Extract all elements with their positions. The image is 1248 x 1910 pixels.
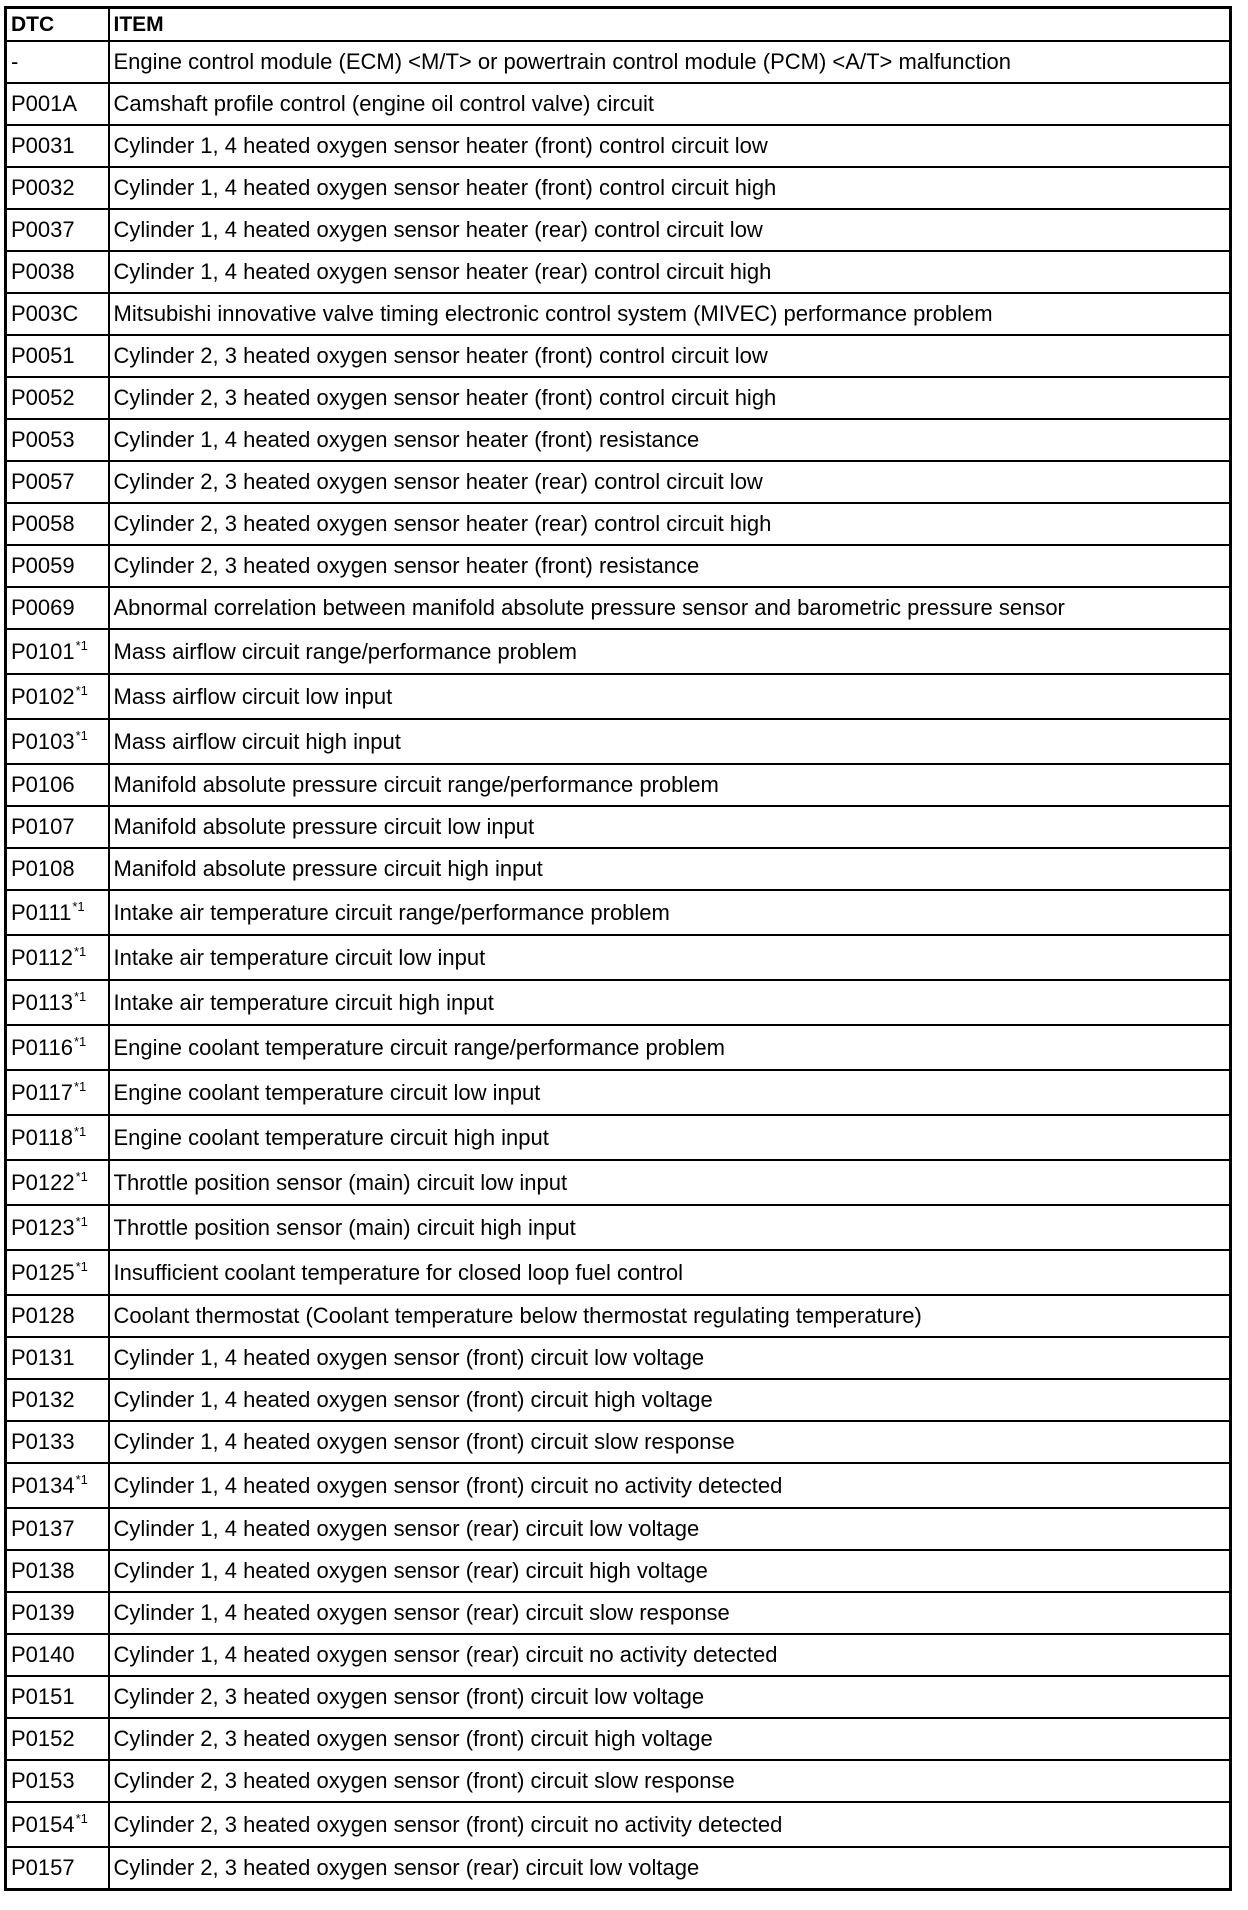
dtc-code-cell: [6, 806, 109, 848]
dtc-item-description: Cylinder 2, 3 heated oxygen sensor heater (front) control circuit high: [109, 377, 1231, 419]
dtc-code-cell: [6, 335, 109, 377]
dtc-code: P0032: [11, 175, 75, 200]
dtc-item-description: Cylinder 2, 3 heated oxygen sensor heater (front) control circuit low: [109, 335, 1231, 377]
table-row: [6, 1634, 1231, 1676]
dtc-code-cell: [6, 1379, 109, 1421]
dtc-code-cell: [6, 1160, 109, 1205]
dtc-item-description: Coolant thermostat (Coolant temperature below thermostat regulating temperature): [109, 1295, 1231, 1337]
dtc-item-description: Mitsubishi innovative valve timing electronic control system (MIVEC) performance problem: [109, 293, 1231, 335]
dtc-code-cell: [6, 545, 109, 587]
dtc-item-description: Cylinder 1, 4 heated oxygen sensor heater (front) control circuit low: [109, 125, 1231, 167]
header-item: ITEM: [109, 8, 1231, 42]
dtc-item-description: Manifold absolute pressure circuit range/performance problem: [109, 764, 1231, 806]
dtc-code-cell: [6, 1250, 109, 1295]
dtc-code-cell: [6, 1070, 109, 1115]
dtc-code-cell: [6, 848, 109, 890]
dtc-code: P0139: [11, 1600, 75, 1625]
footnote-marker: *1: [72, 898, 85, 914]
dtc-code-cell: [6, 293, 109, 335]
dtc-code: P0138: [11, 1558, 75, 1583]
dtc-code: P0153: [11, 1768, 75, 1793]
footnote-marker: *1: [75, 1258, 88, 1274]
table-row: [6, 764, 1231, 806]
dtc-table: [4, 6, 1232, 1891]
table-row: [6, 674, 1231, 719]
dtc-item-description: Cylinder 2, 3 heated oxygen sensor (front) circuit high voltage: [109, 1718, 1231, 1760]
dtc-code: P0131: [11, 1345, 75, 1370]
dtc-code: P003C: [11, 301, 79, 326]
dtc-code: P0031: [11, 133, 75, 158]
dtc-item-description: Throttle position sensor (main) circuit low input: [109, 1160, 1231, 1205]
dtc-code-cell: [6, 764, 109, 806]
table-row: [6, 1205, 1231, 1250]
table-row: [6, 1463, 1231, 1508]
dtc-code: P0113: [11, 989, 73, 1015]
dtc-item-description: Cylinder 2, 3 heated oxygen sensor (front) circuit no activity detected: [109, 1802, 1231, 1847]
dtc-code: P0118: [11, 1124, 73, 1150]
table-row: [6, 377, 1231, 419]
dtc-code-cell: [6, 461, 109, 503]
dtc-code-cell: [6, 1337, 109, 1379]
dtc-code: P0106: [11, 772, 75, 797]
table-row: [6, 587, 1231, 629]
table-row: [6, 1160, 1231, 1205]
table-row: [6, 1379, 1231, 1421]
dtc-code: P0037: [11, 217, 75, 242]
dtc-item-description: Cylinder 1, 4 heated oxygen sensor (front) circuit high voltage: [109, 1379, 1231, 1421]
table-row: [6, 1760, 1231, 1802]
footnote-marker: *1: [73, 943, 87, 959]
dtc-item-description: Intake air temperature circuit range/performance problem: [109, 890, 1231, 935]
footnote-marker: *1: [75, 1168, 88, 1184]
table-row: [6, 1250, 1231, 1295]
header-row: [6, 8, 1231, 42]
dtc-item-description: Cylinder 2, 3 heated oxygen sensor heater (front) resistance: [109, 545, 1231, 587]
table-row: [6, 83, 1231, 125]
dtc-item-description: Insufficient coolant temperature for closed loop fuel control: [109, 1250, 1231, 1295]
dtc-code: P0151: [11, 1684, 75, 1709]
dtc-code-cell: [6, 1592, 109, 1634]
footnote-marker: *1: [73, 988, 87, 1004]
dtc-item-description: Throttle position sensor (main) circuit high input: [109, 1205, 1231, 1250]
dtc-code: P0154: [11, 1811, 75, 1837]
dtc-code-cell: [6, 1550, 109, 1592]
dtc-code-cell: [6, 629, 109, 674]
footnote-marker: *1: [73, 1078, 87, 1094]
dtc-code-cell: [6, 1802, 109, 1847]
dtc-code: P0103: [11, 728, 75, 754]
dtc-code: P0117: [11, 1079, 73, 1105]
dtc-code-cell: [6, 167, 109, 209]
table-row: [6, 890, 1231, 935]
dtc-code-cell: [6, 1115, 109, 1160]
dtc-code: P0058: [11, 511, 75, 536]
table-row: [6, 1802, 1231, 1847]
dtc-code-cell: [6, 377, 109, 419]
table-row: [6, 167, 1231, 209]
dtc-item-description: Cylinder 1, 4 heated oxygen sensor heater (rear) control circuit low: [109, 209, 1231, 251]
dtc-code-cell: [6, 1205, 109, 1250]
dtc-code: P0059: [11, 553, 75, 578]
table-row: [6, 848, 1231, 890]
dtc-code-cell: [6, 890, 109, 935]
dtc-code: P0108: [11, 856, 75, 881]
dtc-code: P0122: [11, 1169, 75, 1195]
dtc-code: P0134: [11, 1472, 75, 1498]
dtc-code-cell: [6, 1508, 109, 1550]
dtc-code-cell: [6, 125, 109, 167]
dtc-code: P0128: [11, 1303, 75, 1328]
table-row: [6, 1337, 1231, 1379]
table-row: [6, 1070, 1231, 1115]
dtc-item-description: Mass airflow circuit high input: [109, 719, 1231, 764]
dtc-item-description: Cylinder 2, 3 heated oxygen sensor (front) circuit slow response: [109, 1760, 1231, 1802]
table-row: [6, 1592, 1231, 1634]
dtc-item-description: Mass airflow circuit low input: [109, 674, 1231, 719]
dtc-item-description: Intake air temperature circuit low input: [109, 935, 1231, 980]
dtc-code: P0116: [11, 1034, 73, 1060]
dtc-item-description: Cylinder 2, 3 heated oxygen sensor heater (rear) control circuit low: [109, 461, 1231, 503]
dtc-code: P0053: [11, 427, 75, 452]
dtc-code: P0157: [11, 1855, 75, 1880]
footnote-marker: *1: [75, 682, 88, 698]
dtc-item-description: Mass airflow circuit range/performance problem: [109, 629, 1231, 674]
table-row: [6, 1847, 1231, 1890]
table-row: [6, 461, 1231, 503]
dtc-code-cell: [6, 1676, 109, 1718]
table-row: [6, 1295, 1231, 1337]
table-row: [6, 209, 1231, 251]
dtc-code: P0038: [11, 259, 75, 284]
table-row: [6, 935, 1231, 980]
dtc-code-cell: [6, 719, 109, 764]
dtc-code: P0101: [11, 638, 75, 664]
dtc-code-cell: [6, 251, 109, 293]
table-row: [6, 1508, 1231, 1550]
dtc-code-cell: [6, 83, 109, 125]
dtc-code: P0152: [11, 1726, 75, 1751]
dtc-item-description: Cylinder 1, 4 heated oxygen sensor (rear) circuit high voltage: [109, 1550, 1231, 1592]
dtc-code: P0069: [11, 595, 75, 620]
table-row: [6, 719, 1231, 764]
dtc-item-description: Engine coolant temperature circuit high input: [109, 1115, 1231, 1160]
header-dtc: DTC: [6, 8, 109, 42]
dtc-code: -: [11, 49, 19, 74]
dtc-code-cell: [6, 1634, 109, 1676]
dtc-code-cell: [6, 935, 109, 980]
dtc-code-cell: [6, 503, 109, 545]
table-row: [6, 1718, 1231, 1760]
dtc-code-cell: [6, 1025, 109, 1070]
footnote-marker: *1: [75, 637, 88, 653]
table-row: [6, 41, 1231, 83]
dtc-code: P0123: [11, 1214, 75, 1240]
footnote-marker: *1: [75, 1471, 88, 1487]
dtc-code: P0140: [11, 1642, 75, 1667]
table-row: [6, 251, 1231, 293]
dtc-item-description: Cylinder 1, 4 heated oxygen sensor (rear) circuit no activity detected: [109, 1634, 1231, 1676]
footnote-marker: *1: [73, 1123, 87, 1139]
dtc-code-cell: [6, 1760, 109, 1802]
dtc-code: P0133: [11, 1429, 75, 1454]
table-body: [6, 41, 1231, 1890]
table-row: [6, 1025, 1231, 1070]
dtc-code: P0057: [11, 469, 75, 494]
dtc-code-cell: [6, 587, 109, 629]
table-row: [6, 335, 1231, 377]
table-row: [6, 1550, 1231, 1592]
dtc-code-cell: [6, 1295, 109, 1337]
footnote-marker: *1: [73, 1033, 87, 1049]
dtc-item-description: Cylinder 1, 4 heated oxygen sensor (rear) circuit slow response: [109, 1592, 1231, 1634]
footnote-marker: *1: [75, 1810, 88, 1826]
table-row: [6, 806, 1231, 848]
dtc-code: P0111: [11, 899, 72, 925]
table-row: [6, 545, 1231, 587]
dtc-code: P0125: [11, 1259, 75, 1285]
dtc-item-description: Cylinder 1, 4 heated oxygen sensor (front) circuit slow response: [109, 1421, 1231, 1463]
table-row: [6, 1115, 1231, 1160]
table-row: [6, 629, 1231, 674]
dtc-code: P0107: [11, 814, 75, 839]
dtc-item-description: Cylinder 1, 4 heated oxygen sensor (front) circuit low voltage: [109, 1337, 1231, 1379]
table-row: [6, 419, 1231, 461]
dtc-code-cell: [6, 1421, 109, 1463]
dtc-code-cell: [6, 419, 109, 461]
table-row: [6, 293, 1231, 335]
dtc-code: P0137: [11, 1516, 75, 1541]
table-row: [6, 503, 1231, 545]
table-row: [6, 980, 1231, 1025]
dtc-item-description: Abnormal correlation between manifold absolute pressure sensor and barometric pressure sensor: [109, 587, 1231, 629]
dtc-item-description: Intake air temperature circuit high input: [109, 980, 1231, 1025]
dtc-item-description: Engine coolant temperature circuit low input: [109, 1070, 1231, 1115]
dtc-item-description: Cylinder 2, 3 heated oxygen sensor heater (rear) control circuit high: [109, 503, 1231, 545]
dtc-item-description: Cylinder 1, 4 heated oxygen sensor heater (rear) control circuit high: [109, 251, 1231, 293]
dtc-item-description: Cylinder 1, 4 heated oxygen sensor heater (front) control circuit high: [109, 167, 1231, 209]
dtc-code: P0052: [11, 385, 75, 410]
table-row: [6, 1421, 1231, 1463]
dtc-code: P0132: [11, 1387, 75, 1412]
dtc-code-cell: [6, 980, 109, 1025]
dtc-code: P0102: [11, 683, 75, 709]
footnote-marker: *1: [75, 727, 88, 743]
dtc-item-description: Cylinder 1, 4 heated oxygen sensor (rear) circuit low voltage: [109, 1508, 1231, 1550]
dtc-code-cell: [6, 674, 109, 719]
dtc-item-description: Cylinder 1, 4 heated oxygen sensor heater (front) resistance: [109, 419, 1231, 461]
dtc-code-cell: [6, 1847, 109, 1890]
dtc-item-description: Engine control module (ECM) <M/T> or powertrain control module (PCM) <A/T> malfunction: [109, 41, 1231, 83]
footnote-marker: *1: [75, 1213, 88, 1229]
dtc-code-cell: [6, 209, 109, 251]
dtc-item-description: Manifold absolute pressure circuit low input: [109, 806, 1231, 848]
dtc-item-description: Cylinder 2, 3 heated oxygen sensor (front) circuit low voltage: [109, 1676, 1231, 1718]
dtc-item-description: Cylinder 2, 3 heated oxygen sensor (rear) circuit low voltage: [109, 1847, 1231, 1890]
dtc-item-description: Manifold absolute pressure circuit high input: [109, 848, 1231, 890]
table-row: [6, 1676, 1231, 1718]
dtc-code-cell: [6, 1463, 109, 1508]
table-row: [6, 125, 1231, 167]
dtc-item-description: Cylinder 1, 4 heated oxygen sensor (front) circuit no activity detected: [109, 1463, 1231, 1508]
dtc-code-cell: [6, 41, 109, 83]
dtc-item-description: Engine coolant temperature circuit range/performance problem: [109, 1025, 1231, 1070]
dtc-code-cell: [6, 1718, 109, 1760]
dtc-code: P001A: [11, 91, 78, 116]
dtc-code: P0051: [11, 343, 75, 368]
dtc-code: P0112: [11, 944, 73, 970]
dtc-item-description: Camshaft profile control (engine oil control valve) circuit: [109, 83, 1231, 125]
